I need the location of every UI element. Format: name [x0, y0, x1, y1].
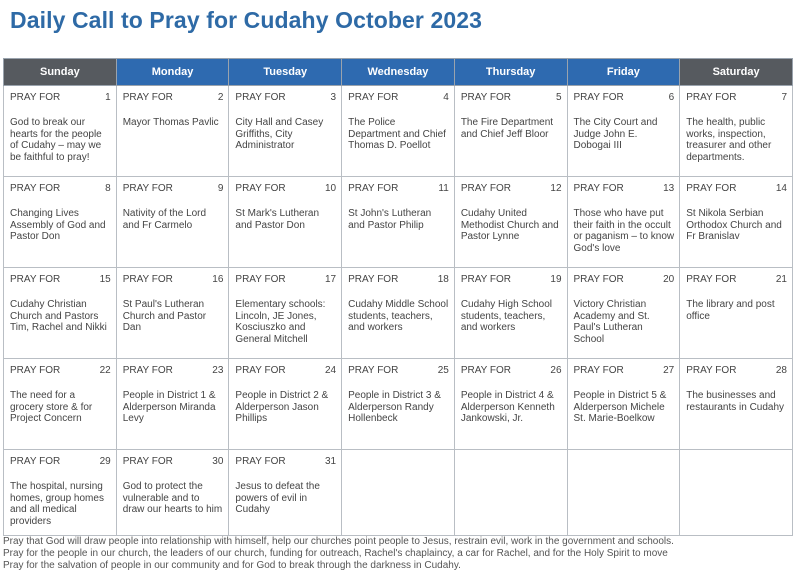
prayer-topic: St Nikola Serbian Orthodox Church and Fr Branislav [686, 208, 782, 243]
calendar-day-cell [342, 268, 455, 359]
day-header [117, 177, 229, 194]
day-header [229, 177, 341, 194]
day-header [4, 86, 116, 103]
calendar-day-cell [4, 86, 117, 177]
pray-for-label: PRAY FOR [10, 92, 61, 103]
calendar-week-row [4, 359, 793, 450]
calendar-day-cell [4, 359, 117, 450]
pray-for-label: PRAY FOR [10, 183, 61, 194]
day-number: 5 [555, 92, 562, 103]
day-header [117, 268, 229, 285]
prayer-topic: People in District 5 & Alderperson Michele St. Marie-Boelkow [573, 390, 667, 425]
day-number: 13 [663, 183, 675, 194]
day-number: 10 [324, 183, 337, 194]
day-header [4, 359, 116, 376]
pray-for-label: PRAY FOR [10, 456, 61, 467]
day-number: 17 [324, 274, 337, 285]
empty-day-cell [342, 450, 455, 536]
pray-for-label: PRAY FOR [573, 274, 624, 285]
day-number: 14 [775, 183, 787, 194]
prayer-topic: Nativity of the Lord and Fr Carmelo [122, 208, 207, 231]
weekday-header-row [4, 59, 793, 86]
pray-for-label: PRAY FOR [573, 183, 624, 194]
pray-for-label: PRAY FOR [348, 183, 399, 194]
calendar-day-cell [4, 268, 117, 359]
calendar-week-row [4, 268, 793, 359]
prayer-topic: People in District 3 & Alderperson Randy Hollenbeck [348, 390, 441, 425]
calendar-grid [3, 58, 793, 536]
header-thursday: Thursday [454, 59, 567, 86]
day-number: 23 [212, 365, 224, 376]
pray-for-label: PRAY FOR [686, 183, 737, 194]
prayer-topic: The library and post office [686, 299, 775, 322]
day-header [455, 268, 567, 285]
pray-for-label: PRAY FOR [460, 274, 512, 285]
calendar-day-cell [342, 359, 455, 450]
day-number: 31 [324, 456, 337, 467]
day-header [568, 177, 680, 194]
day-header [229, 359, 341, 376]
pray-for-label: PRAY FOR [686, 365, 737, 376]
day-header [229, 268, 341, 285]
empty-day-cell [567, 450, 680, 536]
calendar-body [4, 86, 793, 536]
day-header [4, 450, 116, 467]
prayer-topic: God to protect the vulnerable and to draw our hearts to him [122, 481, 223, 516]
pray-for-label: PRAY FOR [235, 365, 286, 376]
calendar-day-cell [116, 268, 229, 359]
prayer-topic: St John's Lutheran and Pastor Philip [348, 208, 432, 231]
day-header [4, 177, 116, 194]
day-number: 8 [105, 183, 111, 194]
footer-notes [3, 536, 674, 573]
day-number: 1 [105, 92, 111, 103]
day-header [229, 450, 341, 467]
day-number: 18 [437, 274, 449, 285]
prayer-topic: Elementary schools: Lincoln, JE Jones, Kosciuszko and General Mitchell [235, 299, 326, 345]
day-header [229, 86, 341, 103]
pray-for-label: PRAY FOR [348, 365, 399, 376]
calendar-day-cell [680, 177, 793, 268]
prayer-topic: The Fire Department and Chief Jeff Bloor [460, 117, 554, 140]
day-number: 24 [324, 365, 337, 376]
prayer-topic: The City Court and Judge John E. Dobogai III [573, 117, 658, 152]
pray-for-label: PRAY FOR [122, 456, 173, 467]
prayer-topic: The Police Department and Chief Thomas D. Poellot [348, 117, 446, 152]
pray-for-label: PRAY FOR [348, 92, 399, 103]
footer-line: Pray for the salvation of people in our community and for God to break through the darkness in Cudahy. [3, 560, 461, 572]
day-header [568, 268, 680, 285]
day-header [117, 450, 229, 467]
header-sunday: Sunday [4, 59, 117, 86]
day-header [568, 86, 680, 103]
pray-for-label: PRAY FOR [460, 365, 512, 376]
pray-for-label: PRAY FOR [235, 456, 286, 467]
pray-for-label: PRAY FOR [122, 183, 173, 194]
day-header [342, 177, 454, 194]
calendar-day-cell [342, 177, 455, 268]
pray-for-label: PRAY FOR [122, 274, 173, 285]
empty-day-cell [454, 450, 567, 536]
calendar-day-cell [680, 359, 793, 450]
day-header [680, 268, 792, 285]
day-header [455, 359, 567, 376]
prayer-topic: St Paul's Lutheran Church and Pastor Dan [122, 299, 207, 334]
pray-for-label: PRAY FOR [235, 183, 286, 194]
header-tuesday: Tuesday [229, 59, 342, 86]
day-number: 19 [550, 274, 562, 285]
day-header [342, 268, 454, 285]
calendar-day-cell [229, 177, 342, 268]
pray-for-label: PRAY FOR [10, 274, 61, 285]
day-header [568, 359, 680, 376]
prayer-topic: Those who have put their faith in the occult or paganism – to know God's love [573, 208, 675, 254]
day-header [117, 86, 229, 103]
pray-for-label: PRAY FOR [10, 365, 61, 376]
day-header [680, 177, 792, 194]
day-number: 15 [99, 274, 111, 285]
day-number: 9 [217, 183, 224, 194]
pray-for-label: PRAY FOR [686, 92, 737, 103]
empty-day-cell [680, 450, 793, 536]
prayer-topic: People in District 4 & Alderperson Kenneth Jankowski, Jr. [460, 390, 555, 425]
day-header [455, 177, 567, 194]
calendar-day-cell [567, 359, 680, 450]
prayer-topic: Changing Lives Assembly of God and Pastor Don [10, 208, 106, 243]
day-header [455, 86, 567, 103]
footer-line: Pray that God will draw people into relationship with himself, help our churches point people to Jesus, restrain evil, work in the government and schools. [3, 536, 674, 547]
prayer-topic: The hospital, nursing homes, group homes and all medical providers [10, 481, 104, 527]
prayer-topic: People in District 2 & Alderperson Jason Phillips [235, 390, 329, 425]
prayer-topic: Cudahy Christian Church and Pastors Tim, Rachel and Nikki [10, 299, 107, 334]
day-number: 4 [443, 92, 449, 103]
pray-for-label: PRAY FOR [573, 365, 624, 376]
day-number: 25 [437, 365, 449, 376]
prayer-topic: Cudahy Middle School students, teachers, and workers [348, 299, 449, 334]
prayer-topic: The businesses and restaurants in Cudahy [686, 390, 785, 413]
calendar-day-cell [454, 268, 567, 359]
calendar-day-cell [229, 86, 342, 177]
pray-for-label: PRAY FOR [235, 274, 286, 285]
day-number: 22 [99, 365, 111, 376]
prayer-topic: Cudahy High School students, teachers, and workers [460, 299, 552, 334]
day-number: 30 [212, 456, 224, 467]
day-number: 16 [212, 274, 224, 285]
day-number: 27 [663, 365, 675, 376]
calendar-day-cell [116, 450, 229, 536]
header-wednesday: Wednesday [342, 59, 455, 86]
calendar-day-cell [342, 86, 455, 177]
pray-for-label: PRAY FOR [235, 92, 286, 103]
calendar-day-cell [229, 359, 342, 450]
calendar-day-cell [4, 177, 117, 268]
pray-for-label: PRAY FOR [460, 92, 512, 103]
day-number: 3 [330, 92, 337, 103]
header-saturday: Saturday [680, 59, 793, 86]
day-header [342, 359, 454, 376]
calendar-day-cell [454, 359, 567, 450]
day-number: 11 [438, 183, 449, 194]
day-number: 28 [775, 365, 787, 376]
calendar-day-cell [454, 86, 567, 177]
prayer-topic: The need for a grocery store & for Project Concern [10, 390, 93, 425]
day-header [4, 268, 116, 285]
footer-line: Pray for the people in our church, the leaders of our church, funding for outreach, Rachel's chaplaincy, a car for Rachel, and for the Holy Spirit to move [3, 548, 668, 560]
calendar-day-cell [680, 86, 793, 177]
prayer-topic: Cudahy United Methodist Church and Pastor Lynne [460, 208, 559, 243]
calendar-day-cell [4, 450, 117, 536]
prayer-topic: Mayor Thomas Pavlic [122, 117, 219, 128]
pray-for-label: PRAY FOR [686, 274, 737, 285]
pray-for-label: PRAY FOR [122, 92, 173, 103]
pray-for-label: PRAY FOR [573, 92, 624, 103]
day-number: 2 [217, 92, 224, 103]
day-header [342, 86, 454, 103]
day-number: 21 [775, 274, 787, 285]
pray-for-label: PRAY FOR [460, 183, 512, 194]
calendar-day-cell [680, 268, 793, 359]
day-header [680, 86, 792, 103]
prayer-topic: City Hall and Casey Griffiths, City Administrator [235, 117, 324, 152]
prayer-topic: Jesus to defeat the powers of evil in Cudahy [235, 481, 320, 516]
prayer-topic: Victory Christian Academy and St. Paul's Lutheran School [573, 299, 650, 345]
day-number: 7 [781, 92, 787, 103]
calendar-day-cell [567, 268, 680, 359]
day-number: 26 [550, 365, 562, 376]
calendar-week-row [4, 177, 793, 268]
prayer-topic: The health, public works, inspection, treasurer and other departments. [686, 117, 772, 163]
calendar-day-cell [567, 177, 680, 268]
calendar-day-cell [229, 450, 342, 536]
calendar-day-cell [116, 86, 229, 177]
prayer-topic: People in District 1 & Alderperson Miranda Levy [122, 390, 216, 425]
prayer-topic: God to break our hearts for the people of Cudahy – may we be faithful to pray! [10, 117, 102, 163]
day-number: 20 [663, 274, 675, 285]
day-number: 6 [668, 92, 675, 103]
pray-for-label: PRAY FOR [348, 274, 399, 285]
day-header [117, 359, 229, 376]
header-friday: Friday [567, 59, 680, 86]
calendar-week-row [4, 86, 793, 177]
header-monday: Monday [116, 59, 229, 86]
calendar-day-cell [116, 177, 229, 268]
page-title: Daily Call to Pray for Cudahy October 2023 [10, 7, 483, 33]
calendar-week-row [4, 450, 793, 536]
day-number: 12 [550, 183, 562, 194]
pray-for-label: PRAY FOR [122, 365, 173, 376]
calendar-day-cell [454, 177, 567, 268]
prayer-topic: St Mark's Lutheran and Pastor Don [235, 208, 320, 231]
day-number: 29 [99, 456, 111, 467]
calendar-day-cell [567, 86, 680, 177]
calendar-day-cell [229, 268, 342, 359]
day-header [680, 359, 792, 376]
calendar-day-cell [116, 359, 229, 450]
